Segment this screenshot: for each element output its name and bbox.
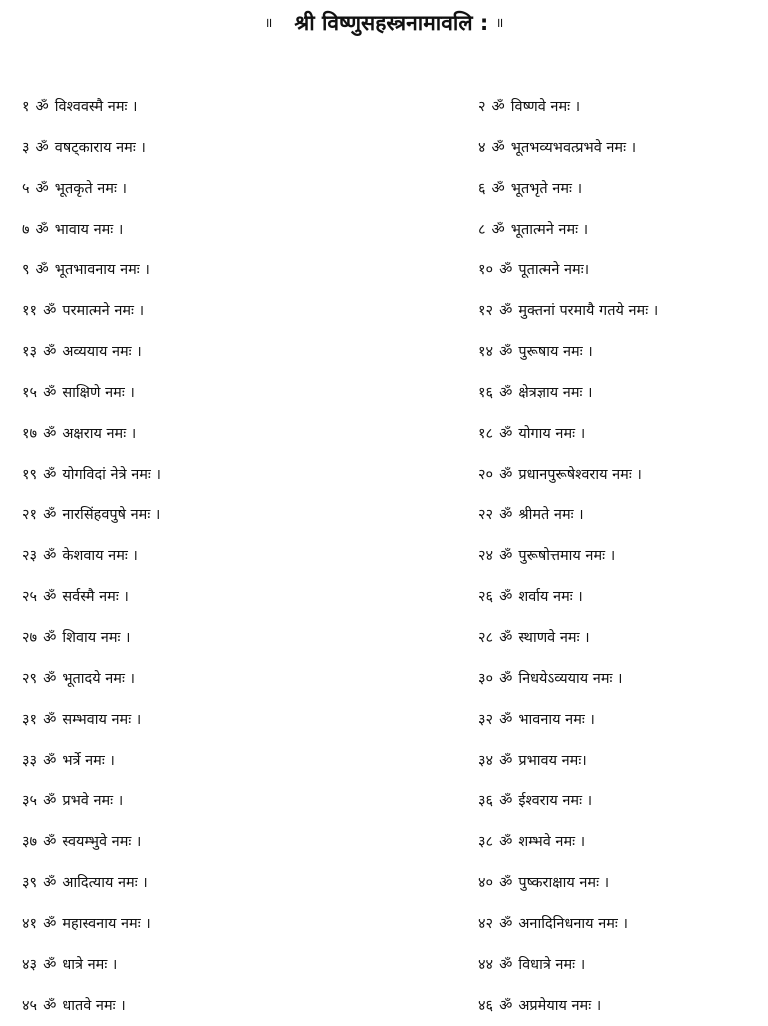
entry-number: ३९ — [22, 875, 38, 892]
list-item — [478, 659, 766, 700]
list-item — [478, 536, 766, 577]
entry-name: भूतात्मने नमः । — [510, 221, 589, 238]
om-symbol: ॐ — [499, 956, 513, 973]
entry-number: ११ — [22, 303, 38, 320]
om-symbol: ॐ — [43, 344, 57, 361]
entry-number: १२ — [478, 303, 494, 320]
list-item — [478, 495, 766, 536]
left-column — [22, 87, 462, 1026]
om-symbol: ॐ — [499, 711, 513, 728]
list-item — [22, 741, 462, 782]
entry-name: शिवाय नमः । — [62, 629, 131, 646]
om-symbol: ॐ — [499, 834, 513, 851]
entry-name: अनादिनिधनाय नमः । — [518, 915, 628, 932]
entry-number: २९ — [22, 670, 38, 687]
om-symbol: ॐ — [499, 670, 513, 687]
entry-number: ४ — [478, 139, 486, 156]
entry-number: ३३ — [22, 752, 38, 769]
om-symbol: ॐ — [35, 139, 49, 156]
entry-name: स्वयम्भुवे नमः । — [62, 834, 142, 851]
om-symbol: ॐ — [35, 180, 49, 197]
entry-name: शर्वाय नमः । — [518, 589, 583, 606]
entry-name: प्रधानपुरूषेश्वराय नमः । — [518, 466, 642, 483]
entry-number: २५ — [22, 589, 38, 606]
om-symbol: ॐ — [499, 507, 513, 524]
entry-number: ८ — [478, 221, 486, 238]
entry-number: ३० — [478, 670, 494, 687]
list-item — [22, 822, 462, 863]
entry-name: नारसिंहवपुषे नमः । — [62, 507, 161, 524]
entry-number: ३२ — [478, 711, 494, 728]
entry-number: १७ — [22, 425, 38, 442]
om-symbol: ॐ — [491, 99, 505, 115]
om-symbol: ॐ — [43, 752, 57, 769]
entry-number: ४१ — [22, 915, 38, 932]
entry-number: २० — [478, 466, 494, 483]
list-item — [478, 822, 766, 863]
om-symbol: ॐ — [43, 548, 57, 565]
list-item — [22, 210, 462, 251]
entry-name: भूतकृते नमः । — [54, 180, 128, 197]
om-symbol: ॐ — [43, 425, 57, 442]
entry-name: धात्रे नमः । — [62, 956, 118, 973]
list-item — [478, 128, 766, 169]
entry-number: ४३ — [22, 956, 38, 973]
entry-name: निधयेऽव्ययाय नमः । — [518, 670, 623, 687]
entry-name: शम्भवे नमः । — [518, 834, 586, 851]
entry-name: पूतात्मने नमः। — [518, 262, 590, 279]
entry-name: श्रीमते नमः । — [518, 507, 584, 524]
list-item — [22, 781, 462, 822]
entry-name: योगविदां नेत्रे नमः । — [62, 466, 161, 483]
list-item — [478, 618, 766, 659]
om-symbol: ॐ — [499, 303, 513, 320]
entry-number: २२ — [478, 507, 494, 524]
entry-name: केशवाय नमः । — [62, 548, 138, 565]
list-item — [22, 536, 462, 577]
entry-name: प्रभावय नमः। — [518, 752, 587, 769]
om-symbol: ॐ — [499, 589, 513, 606]
om-symbol: ॐ — [43, 384, 57, 401]
entry-name: भावनाय नमः । — [518, 711, 595, 728]
entry-name: सम्भवाय नमः । — [62, 711, 142, 728]
list-item — [478, 700, 766, 741]
om-symbol: ॐ — [43, 875, 57, 892]
entry-name: आदित्याय नमः । — [62, 875, 148, 892]
list-item — [22, 495, 462, 536]
entry-name: भूतादये नमः । — [62, 670, 136, 687]
page-title — [0, 6, 768, 41]
entry-name: प्रभवे नमः । — [62, 793, 124, 810]
om-symbol: ॐ — [43, 834, 57, 851]
entry-number: ६ — [478, 180, 486, 197]
entry-number: ३८ — [478, 834, 494, 851]
list-item — [22, 986, 462, 1026]
list-item — [478, 986, 766, 1026]
entry-number: ४४ — [478, 956, 494, 973]
title-text: श्री विष्णुसहस्त्रनामावलि : — [294, 11, 489, 35]
om-symbol: ॐ — [43, 507, 57, 524]
entry-name: विधात्रे नमः । — [518, 956, 586, 973]
om-symbol: ॐ — [43, 629, 57, 646]
entry-name: मुक्तनां परमायै गतये नमः । — [518, 303, 659, 320]
entry-name: भूतभृते नमः । — [510, 180, 583, 197]
entry-number: ९ — [22, 262, 30, 279]
list-item — [22, 250, 462, 291]
entry-name: भूतभव्यभवत्प्रभवे नमः । — [510, 139, 637, 156]
entry-name: स्थाणवे नमः । — [518, 629, 590, 646]
om-symbol: ॐ — [499, 875, 513, 892]
entry-name: सर्वस्मै नमः । — [62, 589, 129, 606]
entry-number: १९ — [22, 466, 38, 483]
list-item — [22, 291, 462, 332]
om-symbol: ॐ — [491, 180, 505, 197]
list-item — [478, 210, 766, 251]
list-item — [22, 577, 462, 618]
list-item — [22, 863, 462, 904]
om-symbol: ॐ — [43, 793, 57, 810]
list-item — [478, 169, 766, 210]
entry-name: अप्रमेयाय नमः । — [518, 997, 602, 1014]
list-item — [478, 291, 766, 332]
list-item — [22, 659, 462, 700]
entry-number: १५ — [22, 384, 38, 401]
list-item — [478, 332, 766, 373]
om-symbol: ॐ — [499, 548, 513, 565]
list-item — [22, 414, 462, 455]
entry-name: विष्णवे नमः । — [510, 99, 581, 115]
list-item — [22, 128, 462, 169]
om-symbol: ॐ — [491, 139, 505, 156]
om-symbol: ॐ — [499, 344, 513, 361]
list-item — [478, 577, 766, 618]
entry-name: भावाय नमः । — [54, 221, 124, 238]
list-item — [478, 945, 766, 986]
list-item — [22, 332, 462, 373]
om-symbol: ॐ — [491, 221, 505, 238]
entry-number: ७ — [22, 221, 30, 238]
entry-number: ३ — [22, 139, 30, 156]
entry-number: २ — [478, 99, 486, 115]
list-item — [22, 904, 462, 945]
entry-number: १८ — [478, 425, 494, 442]
om-symbol: ॐ — [43, 997, 57, 1014]
list-item — [22, 618, 462, 659]
om-symbol: ॐ — [43, 589, 57, 606]
list-item — [22, 373, 462, 414]
list-item — [478, 455, 766, 496]
entry-name: वषट्काराय नमः । — [54, 139, 146, 156]
list-item — [478, 250, 766, 291]
entry-number: ३१ — [22, 711, 38, 728]
entry-name: महास्वनाय नमः । — [62, 915, 151, 932]
entry-name: पुरूषाय नमः । — [518, 344, 593, 361]
om-symbol: ॐ — [499, 915, 513, 932]
om-symbol: ॐ — [499, 793, 513, 810]
entry-number: ४६ — [478, 997, 494, 1014]
entry-number: १० — [478, 262, 494, 279]
entry-number: ४० — [478, 875, 494, 892]
entry-name: परमात्मने नमः । — [62, 303, 145, 320]
om-symbol: ॐ — [499, 629, 513, 646]
entry-number: २८ — [478, 629, 494, 646]
entry-name: क्षेत्रज्ञाय नमः । — [518, 384, 593, 401]
entry-name: योगाय नमः । — [518, 425, 586, 442]
list-item — [478, 741, 766, 782]
entry-number: ४५ — [22, 997, 38, 1014]
entry-number: ३४ — [478, 752, 494, 769]
om-symbol: ॐ — [43, 303, 57, 320]
entry-name: अक्षराय नमः । — [62, 425, 137, 442]
entry-number: ४२ — [478, 915, 494, 932]
om-symbol: ॐ — [43, 956, 57, 973]
om-symbol: ॐ — [499, 384, 513, 401]
entry-name: साक्षिणे नमः । — [62, 384, 135, 401]
entry-name: धातवे नमः । — [62, 997, 126, 1014]
list-item — [478, 781, 766, 822]
entry-number: २६ — [478, 589, 494, 606]
entry-number: १४ — [478, 344, 494, 361]
entry-number: २१ — [22, 507, 38, 524]
entry-number: १ — [22, 99, 30, 115]
entry-name: पुष्कराक्षाय नमः । — [518, 875, 610, 892]
list-item — [478, 414, 766, 455]
entry-name: भूतभावनाय नमः । — [54, 262, 150, 279]
title-left-mark: ॥ — [264, 16, 273, 31]
entry-number: २७ — [22, 629, 38, 646]
list-item — [22, 945, 462, 986]
list-item — [22, 169, 462, 210]
om-symbol: ॐ — [499, 466, 513, 483]
om-symbol: ॐ — [499, 997, 513, 1014]
entry-number: ३६ — [478, 793, 494, 810]
title-right-mark: ॥ — [495, 16, 504, 31]
om-symbol: ॐ — [43, 711, 57, 728]
list-item — [478, 373, 766, 414]
om-symbol: ॐ — [35, 262, 49, 279]
om-symbol: ॐ — [35, 221, 49, 238]
right-column — [478, 87, 766, 1026]
list-item — [22, 87, 462, 128]
list-item — [478, 87, 766, 128]
om-symbol: ॐ — [499, 425, 513, 442]
entry-number: ३७ — [22, 834, 38, 851]
om-symbol: ॐ — [43, 915, 57, 932]
entry-name: अव्ययाय नमः । — [62, 344, 142, 361]
entry-name: पुरूषोत्तमाय नमः । — [518, 548, 616, 565]
entry-number: ३५ — [22, 793, 38, 810]
list-item — [478, 904, 766, 945]
list-item — [22, 455, 462, 496]
entry-name: भर्त्रे नमः । — [62, 752, 115, 769]
entry-name: ईश्वराय नमः । — [518, 793, 593, 810]
om-symbol: ॐ — [499, 752, 513, 769]
om-symbol: ॐ — [43, 466, 57, 483]
entry-number: १६ — [478, 384, 494, 401]
entry-name: विश्ववस्मै नमः । — [54, 99, 138, 115]
entry-number: १३ — [22, 344, 38, 361]
list-item — [22, 700, 462, 741]
om-symbol: ॐ — [35, 99, 49, 115]
entry-number: ५ — [22, 180, 30, 197]
om-symbol: ॐ — [43, 670, 57, 687]
om-symbol: ॐ — [499, 262, 513, 279]
entry-number: २३ — [22, 548, 38, 565]
list-item — [478, 863, 766, 904]
entry-number: २४ — [478, 548, 494, 565]
